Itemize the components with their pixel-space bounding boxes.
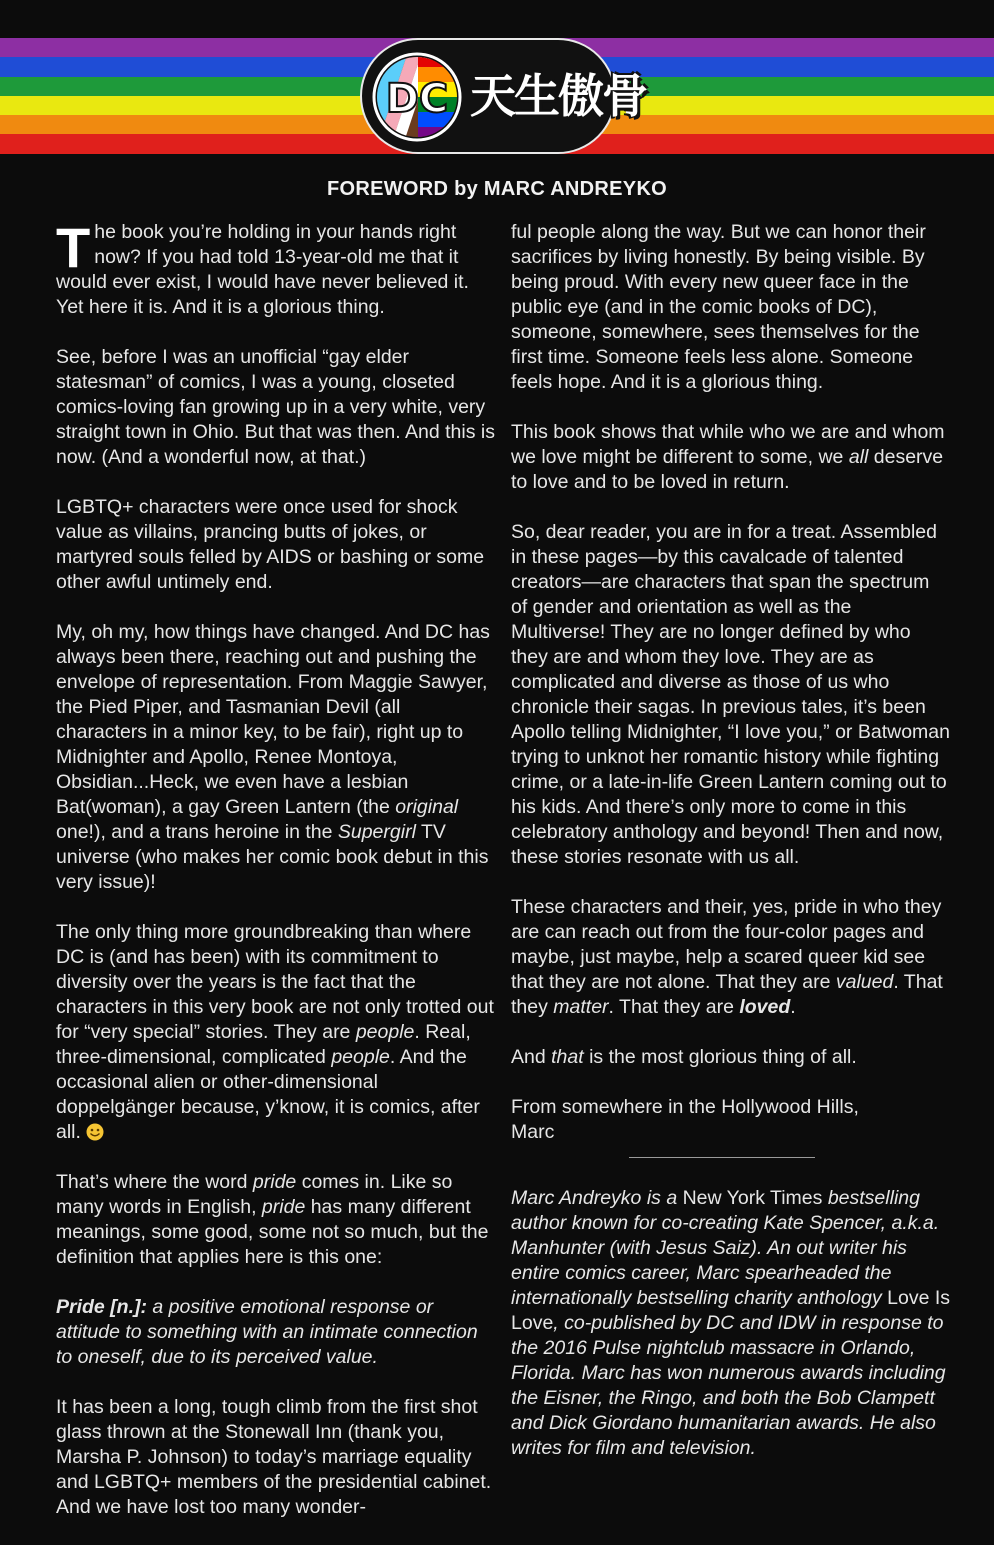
right-column <box>511 220 951 1486</box>
paragraph: And that is the most glorious thing of all. <box>511 1046 857 1068</box>
paragraph: See, before I was an unofficial “gay elder statesman” of comics, I was a young, closeted comics-loving fan growing up in a very white, very straight town in Ohio. But that was then. And this is now. (And a wonderful now, at that.) <box>56 346 495 468</box>
paragraph <box>56 216 496 320</box>
paragraph: That’s where the word pride comes in. Like so many words in English, pride has many different meanings, some good, some not so much, but the definition that applies here is this one: <box>56 1171 489 1268</box>
signoff: From somewhere in the Hollywood Hills, Marc <box>511 1096 859 1143</box>
paragraph: These characters and their, yes, pride in who they are can reach out from the four-color pages and maybe, just maybe, help a scared queer kid see that they are not alone. That they are valued. That they matter. That they are loved. <box>511 896 943 1018</box>
paragraph: ful people along the way. But we can honor their sacrifices by living honestly. By being visible. By being proud. With every new queer face in the public eye (and in the comic books of DC), someone, somewhere, sees themselves for the first time. Someone feels less alone. Someone feels hope. And it is a glorious thing. <box>511 221 926 393</box>
definition: Pride [n.]: a positive emotional response or attitude to something with an intimate connection to oneself, due to its perceived value. <box>56 1296 478 1368</box>
dc-logo-icon <box>368 52 466 142</box>
author-bio: Marc Andreyko is a New York Times bestselling author known for co-creating Kate Spencer, a.k.a. Manhunter (with Jesus Saiz). An out writer his entire comics career, Marc spearheaded the internationally bestselling charity anthology Love Is Love, co-published by DC and IDW in response to the 2016 Pulse nightclub massacre in Orlando, Florida. Marc has won numerous awards including the Eisner, the Ringo, and both the Bob Clampett and Dick Giordano humanitarian awards. He also writes for film and television. <box>511 1187 951 1459</box>
paragraph: LGBTQ+ characters were once used for shock value as villains, prancing butts of jokes, or martyred souls felled by AIDS or bashing or some other awful untimely end. <box>56 496 485 593</box>
page-title: FOREWORD by MARC ANDREYKO <box>326 178 668 200</box>
drop-cap: T <box>56 216 91 279</box>
paragraph: My, oh my, how things have changed. And DC has always been there, reaching out and pushing the envelope of representation. From Maggie Sawyer, the Pied Piper, and Tasmanian Devil (all characters in a minor key, to be fair), right up to Midnighter and Apollo, Renee Montoya, Obsidian...Heck, we even have a lesbian Bat(woman), a gay Green Lantern (the original one!), and a trans heroine in the Supergirl TV universe (who makes her comic book debut in this very issue)! <box>56 621 490 893</box>
logo-text: 天生傲骨 <box>470 69 646 123</box>
svg-text:DC: DC <box>385 76 449 122</box>
left-column <box>56 216 496 1545</box>
paragraph: So, dear reader, you are in for a treat. Assembled in these pages—by this cavalcade of talented creators—are characters that span the spectrum of gender and orientation as well as the Multiverse! They are no longer defined by who they are and whom they love. They are as complicated and diverse as those of us who chronicle their sagas. In previous tales, it’s been Apollo telling Midnighter, “I love you,” or Batwoman trying to unknot her romantic history while fighting crime, or a late-in-life Green Lantern coming out to his kids. And there’s only more to come in this celebratory anthology and beyond! Then and now, these stories resonate with us all. <box>511 521 950 868</box>
paragraph: This book shows that while who we are and whom we love might be different to some, we all deserve to love and to be loved in return. <box>511 421 945 493</box>
smiley-emoji-icon <box>86 1123 104 1141</box>
paragraph: The only thing more groundbreaking than where DC is (and has been) with its commitment to diversity over the years is the fact that the characters in this very book are not only trotted out for “very special” stories. They are people. Real, three-dimensional, complicated people. And the occasional alien or other-dimensional doppelgänger because, y’know, it is comics, after all. <box>56 921 494 1143</box>
header-banner <box>0 0 994 160</box>
paragraph: It has been a long, tough climb from the first shot glass thrown at the Stonewall Inn (thank you, Marsha P. Johnson) to today’s marriage equality and LGBTQ+ members of the presidential cabinet. And we have lost too many wonder- <box>56 1396 492 1518</box>
paragraph-text: he book you’re holding in your hands right now? If you had told 13-year-old me that it would ever exist, I would have never believed it. Yet here it is. And it is a glorious thing. <box>56 221 469 318</box>
divider <box>629 1157 815 1158</box>
